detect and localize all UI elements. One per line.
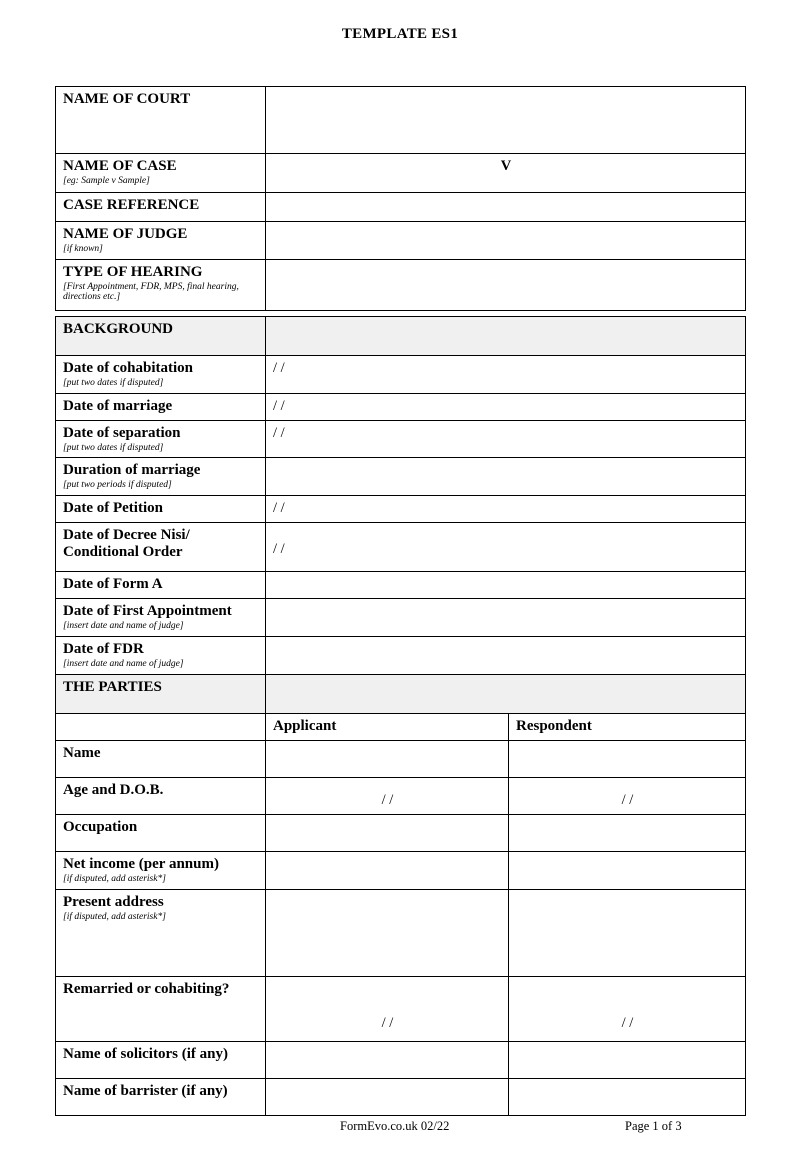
date-of-form-a-input[interactable] [266,572,746,599]
age-and-dob-applicant-input[interactable]: / / [266,778,509,815]
name-label: Name [63,745,101,761]
table-row [56,976,746,1041]
date-of-cohabitation-input[interactable]: / / [266,356,746,394]
present-address-label: Present address [63,893,164,910]
field-label-cell [56,815,266,852]
occupation-applicant-input[interactable] [266,815,509,852]
field-label-cell [56,778,266,815]
field-label-cell [56,87,266,154]
name-respondent-input[interactable] [509,741,746,778]
date-of-first-appointment-hint: [insert date and name of judge] [63,620,184,631]
type-of-hearing-input[interactable] [266,259,746,310]
name-of-judge-input[interactable] [266,222,746,260]
name-of-solicitors-label: Name of solicitors (if any) [63,1045,228,1062]
field-label-cell [56,852,266,890]
table-row [56,599,746,637]
date-of-marriage-input[interactable]: / / [266,393,746,420]
date-of-first-appointment-input[interactable] [266,599,746,637]
table-row [56,815,746,852]
document-page [0,26,800,1158]
type-of-hearing-hint: [First Appointment, FDR, MPS, final hearing, directions etc.] [63,281,239,303]
table-row [56,317,746,356]
table-row [56,222,746,260]
present-address-respondent-input[interactable] [509,889,746,976]
date-of-form-a-label: Date of Form A [63,576,163,593]
field-label-cell [56,496,266,523]
name-of-court-input[interactable] [266,87,746,154]
parties-heading-cell [56,675,266,714]
net-income-respondent-input[interactable] [509,852,746,890]
case-reference-label: CASE REFERENCE [63,197,200,213]
date-of-cohabitation-hint: [put two dates if disputed] [63,377,164,388]
age-and-dob-label: Age and D.O.B. [63,782,164,798]
table-row [56,778,746,815]
parties-heading-spacer [266,675,746,714]
field-label-cell [56,420,266,458]
field-label-cell [56,523,266,572]
field-label-cell [56,222,266,260]
date-of-separation-input[interactable]: / / [266,420,746,458]
background-heading: BACKGROUND [63,321,174,337]
date-of-separation-label: Date of separation [63,424,181,441]
parties-corner-cell [56,714,266,741]
date-of-decree-nisi-input[interactable]: / / [266,523,746,572]
parties-table [55,674,746,1116]
table-row [56,458,746,496]
background-heading-spacer [266,317,746,356]
name-of-barrister-respondent-input[interactable] [509,1078,746,1115]
duration-of-marriage-hint: [put two periods if disputed] [63,480,172,491]
date-of-fdr-input[interactable] [266,636,746,674]
remarried-or-cohabiting-applicant-input[interactable]: / / [266,976,509,1041]
table-row [56,1078,746,1115]
name-of-judge-hint: [if known] [63,243,103,254]
table-row [56,259,746,310]
name-applicant-input[interactable] [266,741,509,778]
field-label-cell [56,356,266,394]
date-of-cohabitation-label: Date of cohabitation [63,360,193,376]
field-label-cell [56,572,266,599]
column-header-respondent: Respondent [509,714,746,741]
field-label-cell [56,393,266,420]
table-row [56,741,746,778]
present-address-applicant-input[interactable] [266,889,509,976]
date-of-decree-nisi-label: Date of Decree Nisi/ Conditional Order [63,527,190,560]
name-of-case-hint: [eg: Sample v Sample] [63,175,150,186]
parties-heading: THE PARTIES [63,679,162,695]
date-of-first-appointment-label: Date of First Appointment [63,603,232,620]
field-label-cell [56,1041,266,1078]
age-and-dob-respondent-input[interactable]: / / [509,778,746,815]
table-row [56,154,746,193]
name-of-case-input[interactable]: V [266,154,746,193]
table-row [56,572,746,599]
column-header-applicant: Applicant [266,714,509,741]
name-of-court-label: NAME OF COURT [63,91,191,107]
net-income-hint: [if disputed, add asterisk*] [63,873,166,884]
occupation-respondent-input[interactable] [509,815,746,852]
net-income-applicant-input[interactable] [266,852,509,890]
background-heading-cell [56,317,266,356]
name-of-solicitors-applicant-input[interactable] [266,1041,509,1078]
name-of-barrister-label: Name of barrister (if any) [63,1082,228,1099]
table-row [56,636,746,674]
field-label-cell [56,458,266,496]
table-row [56,714,746,741]
table-row [56,193,746,222]
date-of-fdr-label: Date of FDR [63,640,144,657]
present-address-hint: [if disputed, add asterisk*] [63,911,166,922]
court-details-table [55,86,746,311]
table-row [56,356,746,394]
field-label-cell [56,599,266,637]
name-of-judge-label: NAME OF JUDGE [63,226,188,242]
date-of-petition-input[interactable]: / / [266,496,746,523]
net-income-label: Net income (per annum) [63,856,219,872]
table-row [56,496,746,523]
page-title: TEMPLATE ES1 [341,26,459,42]
case-reference-input[interactable] [266,193,746,222]
remarried-or-cohabiting-label: Remarried or cohabiting? [63,980,230,997]
table-row [56,852,746,890]
footer-page-number: Page 1 of 3 [625,1119,682,1133]
field-label-cell [56,259,266,310]
table-row [56,889,746,976]
field-label-cell [56,636,266,674]
occupation-label: Occupation [63,819,138,835]
field-label-cell [56,889,266,976]
date-of-petition-label: Date of Petition [63,500,163,517]
field-label-cell [56,741,266,778]
table-row [56,1041,746,1078]
date-of-fdr-hint: [insert date and name of judge] [63,658,184,669]
field-label-cell [56,154,266,193]
table-row [56,675,746,714]
background-table [55,316,746,675]
footer-source: FormEvo.co.uk 02/22 [340,1119,450,1133]
type-of-hearing-label: TYPE OF HEARING [63,263,203,280]
table-row [56,87,746,154]
field-label-cell [56,976,266,1041]
field-label-cell [56,1078,266,1115]
date-of-separation-hint: [put two dates if disputed] [63,442,164,453]
date-of-marriage-label: Date of marriage [63,397,173,414]
remarried-or-cohabiting-respondent-input[interactable]: / / [509,976,746,1041]
field-label-cell [56,193,266,222]
name-of-solicitors-respondent-input[interactable] [509,1041,746,1078]
duration-of-marriage-input[interactable] [266,458,746,496]
table-row [56,393,746,420]
table-row [56,523,746,572]
name-of-barrister-applicant-input[interactable] [266,1078,509,1115]
duration-of-marriage-label: Duration of marriage [63,462,201,479]
name-of-case-label: NAME OF CASE [63,158,177,174]
table-row [56,420,746,458]
